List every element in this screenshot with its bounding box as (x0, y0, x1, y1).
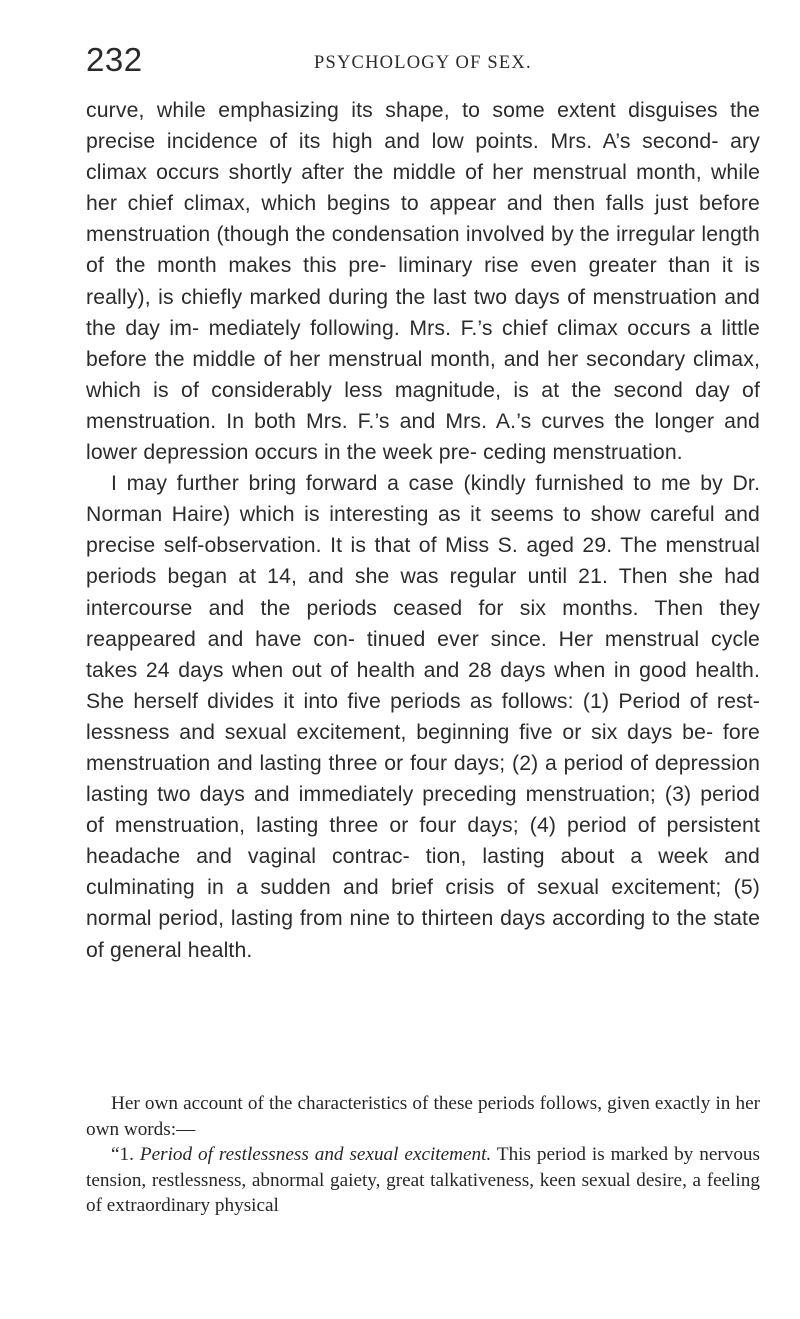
quote-item-prefix: “1. (111, 1144, 140, 1165)
quote-item-text: This period is marked by nervous tension, restlessness, abnormal gaiety, great talkativeness, keen sexual desire, a feeling of extraordinary physical (86, 1144, 760, 1216)
quote-intro: Her own account of the characteristics of these periods follows, given exactly in her own words:— (86, 1093, 760, 1140)
quote-item-title: Period of restlessness and sexual excitement. (139, 1144, 492, 1165)
running-head: PSYCHOLOGY OF SEX. (314, 53, 532, 73)
page-header (86, 40, 760, 80)
paragraph-2: I may further bring forward a case (kindly furnished to me by Dr. Norman Haire) which is interesting as it seems to show careful and precise self-observation. It is that of Miss S. aged 29. The menstrual periods began at 14, and she was regular until 21. Then she had intercourse and the periods ceased for six months. Then they reappeared and have con- tinued ever since. Her menstrual cycle takes 24 days when out of health and 28 days when in good health. She herself divides it into five periods as follows: (1) Period of rest- lessness and sexual excitement, beginning five or six days be- fore menstruation and lasting three or four days; (2) a period of depression lasting two days and immediately preceding menstruation; (3) period of menstruation, lasting three or four days; (4) period of persistent headache and vaginal contrac- tion, lasting about a week and culminating in a sudden and brief crisis of sexual excitement; (5) normal period, lasting from nine to thirteen days according to the state of general health. (86, 472, 760, 962)
page-number: 232 (86, 41, 143, 78)
quote-item-1 (86, 1142, 760, 1219)
quoted-account (86, 1091, 760, 1219)
main-text (86, 95, 760, 966)
paragraph-1: curve, while emphasizing its shape, to some extent disguises the precise incidence of its high and low points. Mrs. A’s second- ary climax occurs shortly after the middle of her menstrual month, while her chief climax, which begins to appear and then falls just before menstruation (though the condensation involved by the irregular length of the month makes this pre- liminary rise even greater than it is really), is chiefly marked during the last two days of menstruation and the day im- mediately following. Mrs. F.’s chief climax occurs a little before the middle of her menstrual month, and her secondary climax, which is of considerably less magnitude, is at the second day of menstruation. In both Mrs. F.’s and Mrs. A.’s curves the longer and lower depression occurs in the week pre- ceding menstruation. (86, 99, 760, 465)
